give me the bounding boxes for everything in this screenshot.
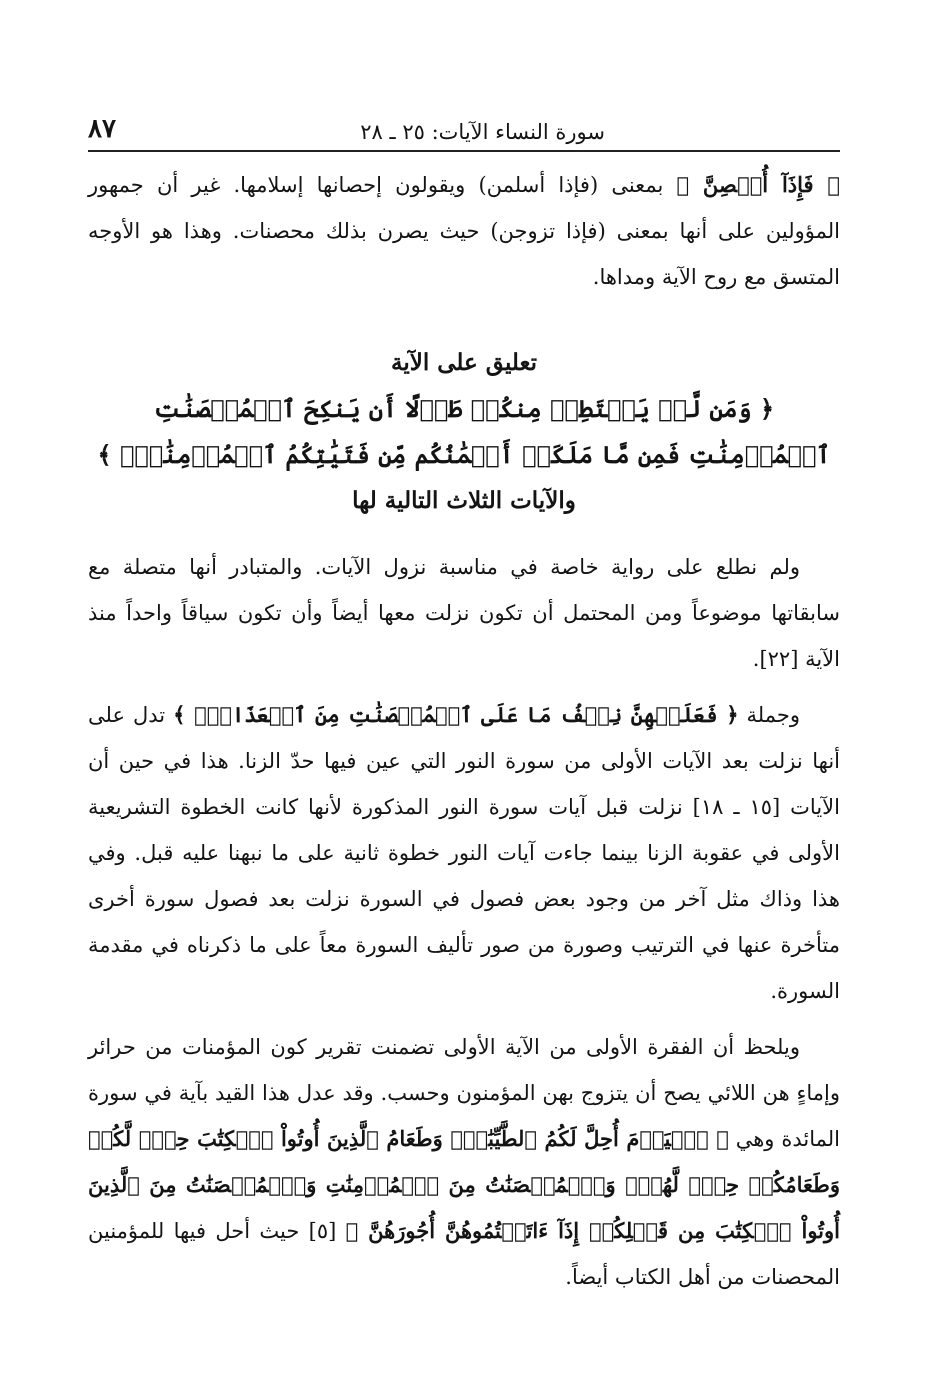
- quran-verse-line-2: ٱلۡمُؤۡمِنَٰتِ فَمِن مَّا مَلَكَتۡ أَيۡمَٰنُكُم مِّن فَتَيَٰتِكُمُ ٱلۡمُؤۡمِنَٰتِۚ ﴾: [97, 440, 831, 469]
- intro-paragraph: [88, 162, 840, 300]
- commentary-paragraph-1: ولم نطلع على رواية خاصة في مناسبة نزول الآيات. والمتبادر أنها متصلة مع سابقاتها موضوعاً ومن المحتمل أن تكون نزلت معها أيضاً وأن تكون سياقاً واحداً منذ الآية [٢٢].: [88, 555, 840, 671]
- intro-quran-quote: ﴿ فَإِذَآ أُحۡصِنَّ ﴾: [676, 172, 840, 197]
- commentary-paragraph-2: [88, 692, 840, 1014]
- paragraph-3-quran-quote: ﴿ ٱلۡيَوۡمَ أُحِلَّ لَكُمُ ٱلطَّيِّبَٰتُۖ وَطَعَامُ ٱلَّذِينَ أُوتُواْ ٱلۡكِتَٰبَ حِلّٞ لَّكُمۡ وَطَعَامُكُمۡ حِلّٞ لَّهُمۡۖ وَٱلۡمُحۡصَنَٰتُ مِنَ ٱلۡمُؤۡمِنَٰتِ وَٱلۡمُحۡصَنَٰتُ مِنَ ٱلَّذِينَ أُوتُواْ ٱلۡكِتَٰبَ مِن قَبۡلِكُمۡ إِذَآ ءَاتَيۡتُمُوهُنَّ أُجُورَهُنَّ ﴾: [88, 1126, 840, 1243]
- paragraph-3-lead: ويلحظ أن الفقرة الأولى من الآية الأولى تضمنت تقرير كون المؤمنات من حرائر وإماءٍ هن اللائي يصح أن يتزوج بهن المؤمنون وحسب. وقد عدل هذا القيد بآية في سورة المائدة وهي: [88, 1035, 840, 1151]
- paragraph-3-text: [٥] حيث أحل فيها للمؤمنين المحصنات من أهل الكتاب أيضاً.: [88, 1219, 840, 1289]
- quran-verse-line-1: ﴿ وَمَن لَّمۡ يَسۡتَطِعۡ مِنكُمۡ طَوۡلًا أَن يَنكِحَ ٱلۡمُحۡصَنَٰتِ: [153, 394, 775, 423]
- paragraph-2-text: تدل على أنها نزلت بعد الآيات الأولى من سورة النور التي عين فيها حدّ الزنا. هذا في حين أن الآيات [١٥ ـ ١٨] نزلت قبل آيات سورة النور المذكورة لأنها كانت الخطوة التشريعية الأولى في عقوبة الزنا بينما جاءت آيات النور خطوة ثانية على ما نبهنا عليه قبل. وفي هذا وذاك مثل آخر من وجود بعض فصول في السورة نزلت بعد فصول سورة أخرى متأخرة عنها في الترتيب وصورة من صور تأليف السورة معاً على ما ذكرناه في مقدمة السورة.: [88, 703, 841, 1003]
- intro-text: بمعنى (فإذا أسلمن) ويقولون إحصانها إسلامها. غير أن جمهور المؤولين على أنها بمعنى (فإذا تزوجن) حيث يصرن بذلك محصنات. وهذا هو الأوجه المتسق مع روح الآية ومداها.: [88, 173, 840, 289]
- commentary-paragraph-3: [88, 1024, 840, 1300]
- section-heading: تعليق على الآية: [391, 349, 537, 376]
- paragraph-2-quran-quote: ﴿ فَعَلَيۡهِنَّ نِصۡفُ مَا عَلَى ٱلۡمُحۡصَنَٰتِ مِنَ ٱلۡعَذَابِۚ ﴾: [173, 702, 739, 727]
- page: [88, 100, 840, 1300]
- header-title: سورة النساء الآيات: ٢٥ ـ ٢٨: [360, 120, 605, 144]
- page-number: ٨٧: [88, 114, 116, 144]
- paragraph-2-lead: وجملة: [738, 703, 800, 727]
- running-header: [88, 100, 840, 152]
- section-subheading: والآيات الثلاث التالية لها: [352, 487, 576, 514]
